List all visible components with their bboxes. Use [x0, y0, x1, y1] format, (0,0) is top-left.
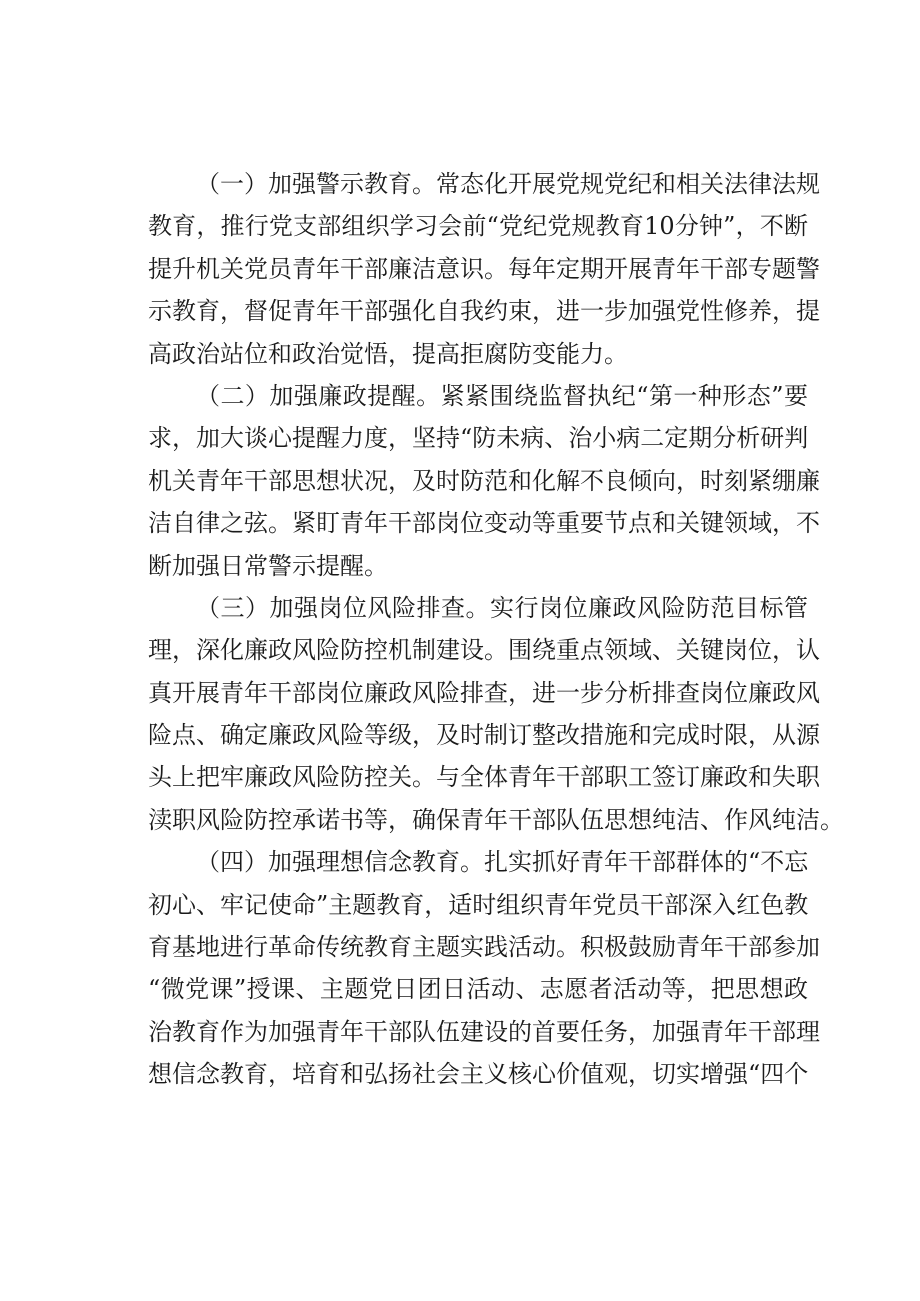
text-line: 提升机关党员青年干部廉洁意识。每年定期开展青年干部专题警 — [148, 254, 820, 283]
text-line: 育基地进行革命传统教育主题实践活动。积极鼓励青年干部参加 — [148, 933, 820, 962]
text-line: 真开展青年干部岗位廉政风险排查，进一步分析排查岗位廉政风 — [148, 678, 820, 707]
text-line: 渎职风险防控承诺书等，确保青年干部队伍思想纯洁、作风纯洁。 — [148, 805, 844, 834]
text-line: （一）加强警示教育。常态化开展党规党纪和相关法律法规 — [196, 170, 820, 198]
text-line: 想信念教育，培育和弘扬社会主义核心价值观，切实增强“四个 — [148, 1060, 809, 1089]
paragraph-2 — [148, 375, 820, 587]
text-line: （三）加强岗位风险排查。实行岗位廉政风险防范目标管 — [196, 593, 808, 622]
text-line: 教育，推行党支部组织学习会前“党纪党规教育10分钟”，不断 — [148, 212, 808, 241]
text-line: 头上把牢廉政风险防控关。与全体青年干部职工签订廉政和失职 — [148, 763, 820, 792]
text-line: “微党课”授课、主题党日团日活动、志愿者活动等，把思想政 — [148, 975, 808, 1004]
paragraph-3 — [148, 587, 844, 841]
paragraph-4 — [148, 841, 820, 1095]
text-line: 断加强日常警示提醒。 — [148, 551, 388, 580]
text-line: （四）加强理想信念教育。扎实抓好青年干部群体的“不忘 — [196, 848, 809, 877]
document-body — [148, 163, 844, 1096]
text-line: （二）加强廉政提醒。紧紧围绕监督执纪“第一种形态”要 — [196, 381, 808, 410]
text-line: 机关青年干部思想状况，及时防范和化解不良倾向，时刻紧绷廉 — [148, 466, 820, 495]
text-line: 求，加大谈心提醒力度，坚持“防未病、治小病二定期分析研判 — [148, 424, 809, 453]
text-line: 初心、牢记使命”主题教育，适时组织青年党员干部深入红色教 — [148, 890, 809, 919]
text-line: 理，深化廉政风险防控机制建设。围绕重点领域、关键岗位，认 — [148, 636, 820, 665]
text-line: 治教育作为加强青年干部队伍建设的首要任务，加强青年干部理 — [148, 1017, 820, 1046]
text-line: 高政治站位和政治觉悟，提高拒腐防变能力。 — [148, 339, 628, 368]
paragraph-1 — [148, 163, 820, 375]
text-line: 示教育，督促青年干部强化自我约束，进一步加强党性修养，提 — [148, 297, 820, 326]
text-line: 洁自律之弦。紧盯青年干部岗位变动等重要节点和关键领域，不 — [148, 509, 820, 538]
text-line: 险点、确定廉政风险等级，及时制订整改措施和完成时限，从源 — [148, 721, 820, 750]
